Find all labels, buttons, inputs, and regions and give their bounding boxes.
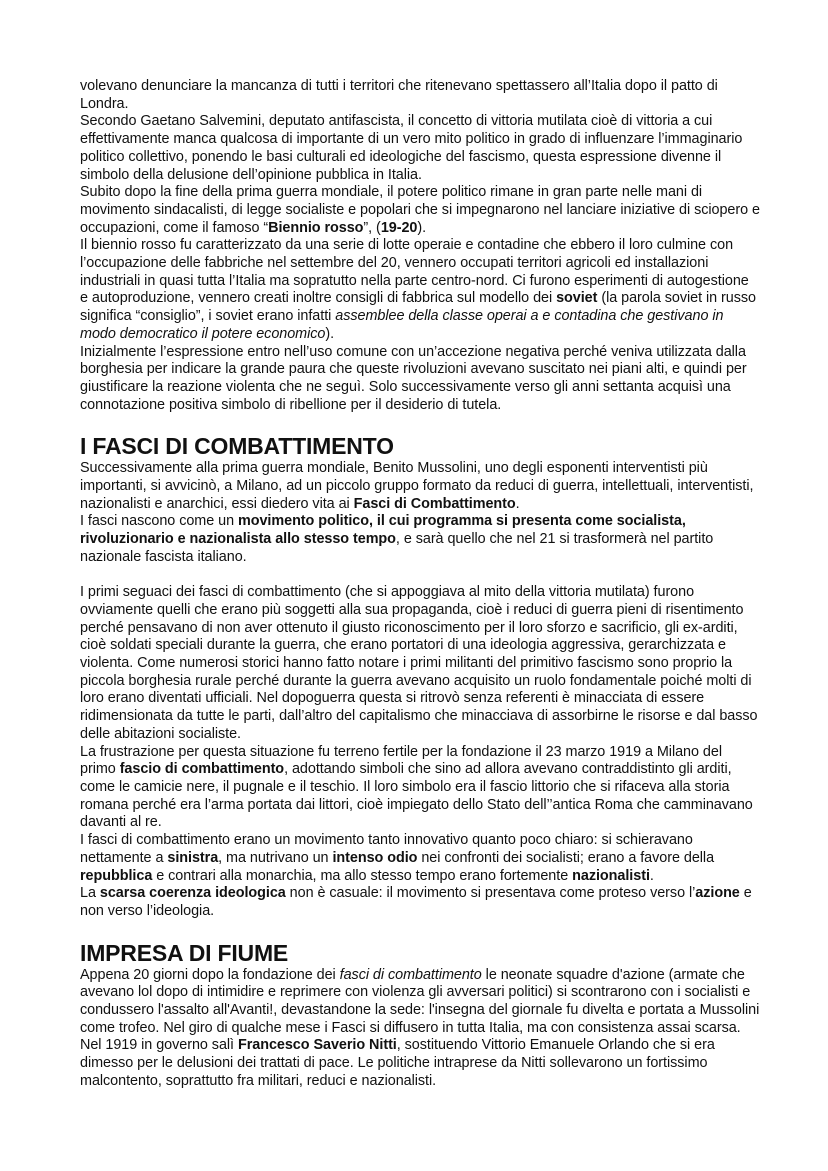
paragraph: Secondo Gaetano Salvemini, deputato antifascista, il concetto di vittoria mutilata cioè di vittoria a cui effettivamente manca qualcosa di importante di un vero mito politico in grado di influenzare l’immaginario politico collettivo, ponendo le basi culturali ed ideologiche del fascismo, questa espressione divenne il simbolo della delusione dell’opinione pubblica in Italia. [80,113,743,183]
paragraph: Appena 20 giorni dopo la fondazione dei fasci di combattimento le neonate squadre d'azione (armate che avevano lol dopo di intimidire e reprimere con violenza gli avversari politici) si scontrarono con i socialisti e condussero l'assalto all'Avanti!, devastandone la sede: l'insegna del giornale fu divelta e portata a Mussolini come trofeo. Nel giro di qualche mese i Fasci si diffusero in tutta Italia, ma con consistenza assai scarsa. [80,966,760,1036]
paragraph: Subito dopo la fine della prima guerra mondiale, il potere politico rimane in gran parte nelle mani di movimento sindacalisti, di legge socialiste e popolari che si impegnarono nel lanciare iniziative di sciopero e occupazioni, come il famoso “Biennio rosso”, (19-20). [80,184,760,236]
paragraph: I fasci nascono come un movimento politico, il cui programma si presenta come socialista, rivoluzionario e nazionalista allo stesso tempo, e sarà quello che nel 21 si trasformerà nel partito nazionale fascista italiano. [80,513,714,565]
document-page [80,78,760,1091]
paragraph: Il biennio rosso fu caratterizzato da una serie di lotte operaie e contadine che ebbero il loro culmine con l’occupazione delle fabbriche nel settembre del 20, vennero occupati territori agricoli ed installazioni industriali in quasi tutta l’Italia ma sopratutto nella parte centro-nord. Ci furono esperimenti di autogestione e autoproduzione, vennero creati inoltre consigli di fabbrica sul modello dei soviet (la parola soviet in russo significa “consiglio”, i soviet erano infatti assemblee della classe operai a e contadina che gestivano in modo democratico il potere economico). [80,237,756,342]
paragraph: Inizialmente l’espressione entro nell’uso comune con un’accezione negativa perché veniva utilizzata dalla borghesia per indicare la grande paura che queste rivoluzioni avevano suscitato nei piani alti, e quindi per giustificare la reazione violenta che ne seguì. Solo successivamente verso gli anni settanta acquisì una connotazione positiva simbolo di ribellione per il desiderio di tutela. [80,343,747,413]
paragraph: La scarsa coerenza ideologica non è casuale: il movimento si presentava come proteso verso l’azione e non verso l’ideologia. [80,885,752,919]
paragraph-gap [80,567,760,585]
paragraph: Nel 1919 in governo salì Francesco Saverio Nitti, sostituendo Vittorio Emanuele Orlando che si era dimesso per le delusioni dei trattati di pace. Le politiche intraprese da Nitti sollevarono un fortissimo malcontento, soprattutto fra militari, reduci e nazionalisti. [80,1037,715,1089]
section-heading: IMPRESA DI FIUME [80,939,289,966]
paragraph: La frustrazione per questa situazione fu terreno fertile per la fondazione il 23 marzo 1919 a Milano del primo fascio di combattimento, adottando simboli che sino ad allora avevano contraddistinto gli arditi, come le camicie nere, il pugnale e il teschio. Il loro simbolo era il fascio littorio che si rifaceva alla storia romana perché era l’arma portata dai littori, cioè impiegato dello Stato dell’’antica Roma che camminavano davanti al re. [80,743,753,831]
paragraph: I primi seguaci dei fasci di combattimento (che si appoggiava al mito della vittoria mutilata) furono ovviamente quelli che erano più soggetti alla sua propaganda, cioè i reduci di guerra pieni di risentimento perché pensavano di non aver ottenuto il giusto riconoscimento per il loro sforzo e sacrificio, gli ex-arditi, cioè soldati speciali durante la guerra, che erano portatori di una ideologia aggressiva, gerarchizzata e violenta. Come numerosi storici hanno fatto notare i primi militanti del primitivo fascismo sono proprio la piccola borghesia rurale perché durante la guerra avevano acquisito un ruolo fondamentale poiché molti di loro erano diventati ufficiali. Nel dopoguerra questa si ritrovò senza referenti è minacciata di essere ridimensionata da tutte le parti, dall’altro del capitalismo che minacciava di assorbirne le risorse e dal basso delle abitazioni socialiste. [80,584,758,742]
paragraph: I fasci di combattimento erano un movimento tanto innovativo quanto poco chiaro: si schieravano nettamente a sinistra, ma nutrivano un intenso odio nei confronti dei socialisti; erano a favore della repubblica e contrari alla monarchia, ma allo stesso tempo erano fortemente nazionalisti. [80,832,715,884]
paragraph: Successivamente alla prima guerra mondiale, Benito Mussolini, uno degli esponenti interventisti più importanti, si avvicinò, a Milano, ad un piccolo gruppo formato da reduci di guerra, intellettuali, interventisti, nazionalisti e anarchici, essi diedero vita ai Fasci di Combattimento. [80,460,754,512]
paragraph: volevano denunciare la mancanza di tutti i territori che ritenevano spettassero all’Italia dopo il patto di Londra. [80,78,718,112]
section-heading: I FASCI DI COMBATTIMENTO [80,433,394,460]
